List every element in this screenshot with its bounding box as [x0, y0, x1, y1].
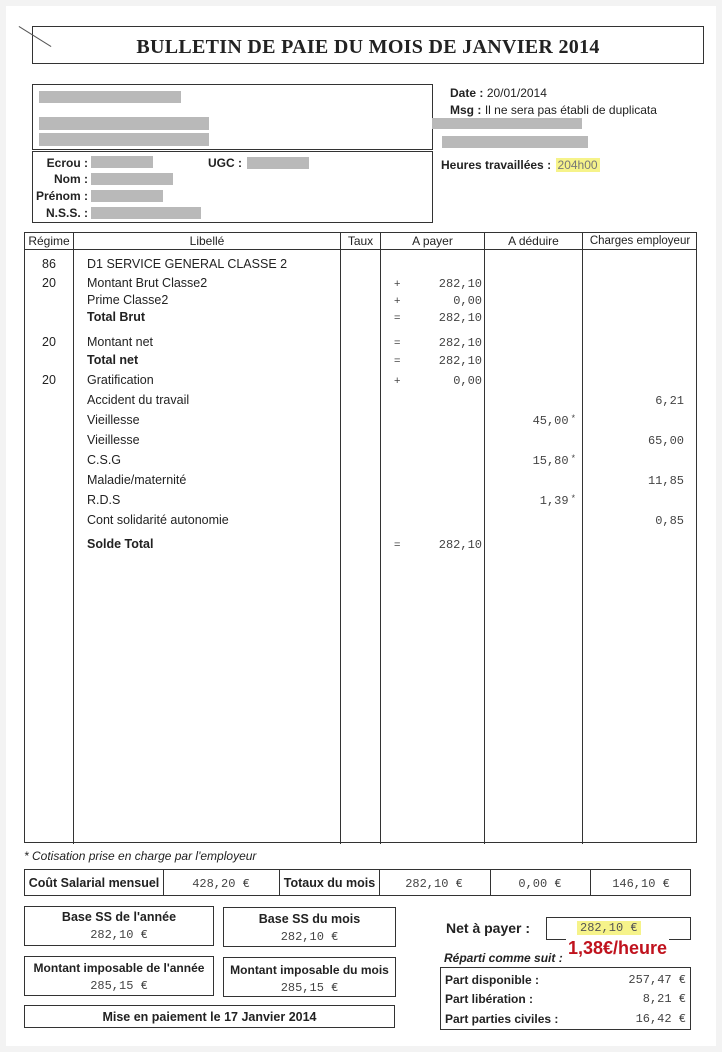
- totals-row: [24, 869, 691, 896]
- redacted-line: [39, 91, 181, 103]
- page-title: BULLETIN DE PAIE DU MOIS DE JANVIER 2014: [136, 36, 600, 58]
- table-header-rule: [25, 249, 696, 250]
- row-libelle: Total net: [87, 353, 139, 367]
- row-a-payer: 282,10: [438, 277, 482, 291]
- redacted-line: [39, 117, 209, 130]
- row-star: *: [570, 414, 576, 424]
- msg-line: [450, 103, 657, 117]
- row-operator: =: [394, 312, 401, 324]
- row-libelle: Vieillesse: [87, 413, 140, 427]
- row-a-deduire: [533, 414, 576, 428]
- column-rule: [340, 233, 341, 844]
- base-ss-annee-box: [24, 906, 214, 946]
- ugc-redacted: [247, 157, 309, 169]
- payment-date: 17 Janvier 2014: [224, 1010, 317, 1024]
- part-liberation-label: Part libération :: [445, 992, 534, 1006]
- row-operator: =: [394, 539, 401, 551]
- prenom-label: Prénom :: [35, 189, 88, 203]
- row-charges: 0,85: [655, 514, 684, 528]
- row-charges: 11,85: [647, 474, 684, 488]
- part-parties-civiles-value: 16,42 €: [635, 1012, 686, 1026]
- row-a-payer: 0,00: [453, 294, 482, 308]
- imposable-annee-box: [24, 956, 214, 996]
- row-libelle: C.S.G: [87, 453, 122, 467]
- date-label: Date :: [450, 86, 484, 100]
- header-a-payer: A payer: [412, 234, 453, 248]
- row-a-payer: 282,10: [438, 336, 482, 350]
- repartition-box: [440, 967, 691, 1030]
- row-operator: +: [394, 295, 401, 307]
- nss-redacted: [91, 207, 201, 219]
- imposable-mois-box: [223, 957, 396, 997]
- hours-value: 204h00: [557, 158, 598, 172]
- msg-label: Msg :: [450, 103, 482, 117]
- ecrou-label: Ecrou :: [46, 156, 88, 170]
- redacted-line: [39, 133, 209, 146]
- header-regime: Régime: [28, 234, 70, 248]
- row-regime: 20: [42, 373, 56, 387]
- totaux-charges: 146,10 €: [612, 877, 670, 891]
- hourly-rate-annotation: 1,38€/heure: [568, 938, 668, 958]
- row-libelle: Cont solidarité autonomie: [87, 513, 229, 527]
- column-rule: [484, 233, 485, 844]
- totaux-deduire: 0,00 €: [518, 877, 562, 891]
- row-regime: 20: [42, 276, 56, 290]
- row-libelle: Montant Brut Classe2: [87, 276, 208, 290]
- part-liberation-value: 8,21 €: [642, 992, 686, 1006]
- row-libelle: Vieillesse: [87, 433, 140, 447]
- row-star: *: [570, 454, 576, 464]
- hours-label: Heures travaillées :: [441, 158, 552, 172]
- address-box: [32, 84, 433, 150]
- row-a-payer: 282,10: [438, 538, 482, 552]
- row-libelle: Montant net: [87, 335, 154, 349]
- net-value-box: [546, 917, 691, 940]
- row-libelle: D1 SERVICE GENERAL CLASSE 2: [87, 257, 288, 271]
- payslip-page: [6, 6, 716, 1046]
- header-taux: Taux: [347, 234, 374, 248]
- header-charges: Charges employeur: [589, 235, 691, 247]
- base-ss-annee-label: Base SS de l'année: [61, 910, 177, 924]
- base-ss-mois-value: 282,10 €: [280, 930, 339, 944]
- row-a-deduire: [540, 494, 576, 508]
- title-box: [32, 26, 704, 64]
- cout-salarial-value: 428,20 €: [192, 877, 250, 891]
- nss-label: N.S.S. :: [45, 206, 88, 220]
- row-a-deduire-value: 45,00: [532, 414, 569, 428]
- msg-value: Il ne sera pas établi de duplicata: [484, 103, 657, 117]
- imposable-mois-label: Montant imposable du mois: [230, 963, 389, 977]
- row-operator: =: [394, 355, 401, 367]
- payment-line: [25, 1010, 394, 1024]
- base-ss-mois-box: [223, 907, 396, 947]
- row-star: *: [570, 494, 576, 504]
- imposable-annee-label: Montant imposable de l'année: [33, 961, 205, 975]
- row-regime: 86: [42, 257, 56, 271]
- totaux-label: Totaux du mois: [283, 876, 376, 890]
- base-ss-annee-value: 282,10 €: [90, 928, 148, 942]
- identity-box: [32, 151, 433, 223]
- row-charges: 65,00: [647, 434, 684, 448]
- row-operator: =: [394, 337, 401, 349]
- row-regime: 20: [42, 335, 56, 349]
- header-libelle: Libellé: [189, 234, 225, 248]
- hours-line: [441, 156, 600, 174]
- repartition-label: Réparti comme suit :: [444, 951, 563, 965]
- payment-label: Mise en paiement le: [102, 1010, 221, 1024]
- net-label: Net à payer :: [446, 920, 531, 936]
- date-value: 20/01/2014: [486, 86, 547, 100]
- net-value: 282,10 €: [577, 921, 641, 935]
- row-libelle: Prime Classe2: [87, 293, 169, 307]
- column-rule: [582, 233, 583, 844]
- row-a-payer: 282,10: [438, 311, 482, 325]
- row-operator: +: [394, 278, 401, 290]
- footnote: * Cotisation prise en charge par l'employeur: [24, 849, 257, 863]
- ecrou-redacted: [91, 156, 153, 168]
- part-disponible-value: 257,47 €: [628, 973, 686, 987]
- row-a-deduire-value: 15,80: [532, 454, 569, 468]
- column-rule: [380, 233, 381, 844]
- cout-salarial-label: Coût Salarial mensuel: [28, 876, 160, 890]
- imposable-annee-value: 285,15 €: [90, 979, 148, 993]
- row-libelle: Gratification: [87, 373, 154, 387]
- header-a-deduire: A déduire: [508, 234, 559, 248]
- row-charges: 6,21: [655, 394, 684, 408]
- date-line: [450, 86, 547, 100]
- redacted-line: [442, 136, 588, 148]
- row-a-payer: 282,10: [438, 354, 482, 368]
- nom-redacted: [91, 173, 173, 185]
- row-a-payer: 0,00: [453, 374, 482, 388]
- imposable-mois-value: 285,15 €: [280, 981, 339, 995]
- base-ss-mois-label: Base SS du mois: [258, 912, 361, 926]
- row-operator: +: [394, 375, 401, 387]
- column-rule: [73, 233, 74, 844]
- row-libelle: Maladie/maternité: [87, 473, 187, 487]
- part-parties-civiles-label: Part parties civiles :: [445, 1012, 559, 1026]
- row-libelle: Solde Total: [87, 537, 154, 551]
- row-a-deduire-value: 1,39: [539, 494, 569, 508]
- part-disponible-label: Part disponible :: [445, 973, 540, 987]
- row-libelle: Total Brut: [87, 310, 146, 324]
- row-a-deduire: [533, 454, 576, 468]
- row-libelle: Accident du travail: [87, 393, 190, 407]
- nom-label: Nom :: [54, 172, 88, 186]
- totaux-payer: 282,10 €: [405, 877, 463, 891]
- row-libelle: R.D.S: [87, 493, 121, 507]
- payment-box: [24, 1005, 395, 1028]
- redacted-line: [432, 118, 582, 129]
- pay-table: [24, 232, 697, 843]
- prenom-redacted: [91, 190, 163, 202]
- ugc-label: UGC :: [208, 156, 242, 170]
